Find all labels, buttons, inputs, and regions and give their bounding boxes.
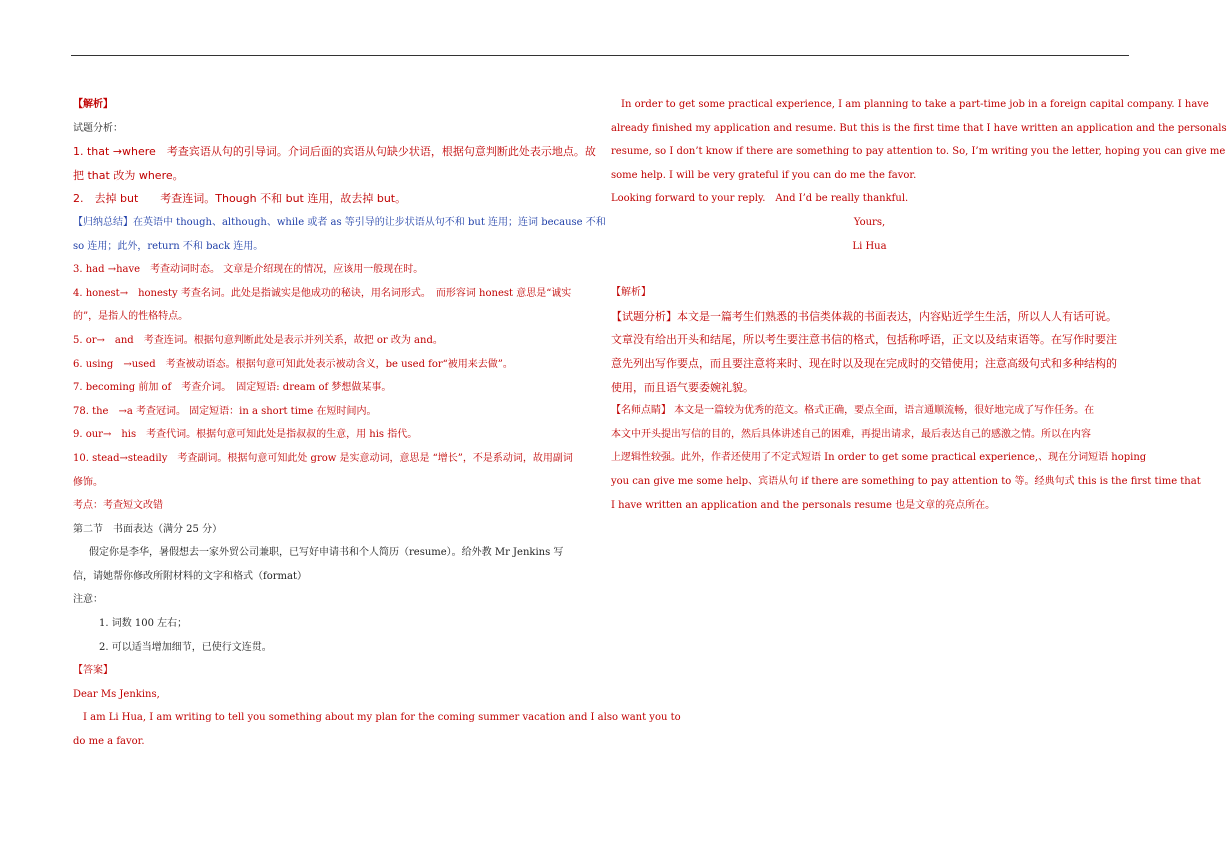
- jiexi-heading-right: 【解析】: [611, 287, 651, 299]
- item-10-line-b: 修饰。: [73, 476, 103, 488]
- analysis-line-d: 使用，而且语气要委婉礼貌。: [611, 380, 754, 394]
- item-7: 7. becoming 前加 of 考查介词。 固定短语: dream of 梦想做某事。: [73, 382, 392, 394]
- item-1-line-a: 1. that →where 考查宾语从句的引导词。介词后面的宾语从句缺少状语，根据句意判断此处表示地点。故: [73, 145, 596, 159]
- mingshi-line-a: 【名师点睛】 本文是一篇较为优秀的范文。格式正确，要点全面，语言通顺流畅，很好地完成了写作任务。在: [611, 405, 1095, 417]
- item-8: 78. the →a 考查冠词。 固定短语：in a short time 在短时间内。: [73, 405, 377, 417]
- kaodian: 考点：考查短文改错: [73, 500, 163, 512]
- left-column: [73, 93, 681, 754]
- letter-p1-line-c: resume, so I don’t know if there are something to pay attention to. So, I’m writing you the letter, hoping you can give me: [611, 146, 1226, 158]
- item-4-line-a: 4. honest→ honesty 考查名词。此处是指诚实是他成功的秘诀，用名词形式。 而形容词 honest 意思是“诚实: [73, 287, 572, 299]
- note-2: 2. 可以适当增加细节，已使行文连贯。: [99, 641, 272, 653]
- letter-p1-line-b: already finished my application and resume. But this is the first time that I have written an application and the personals: [611, 122, 1227, 134]
- letter-p1-line-d: some help. I will be very grateful if you can do me the favor.: [611, 169, 917, 181]
- item-3: 3. had →have 考查动词时态。 文章是介绍现在的情况，应该用一般现在时。: [73, 264, 424, 276]
- guina-line-b: so 连用；此外，return 不和 back 连用。: [73, 240, 264, 252]
- letter-line-b: do me a favor.: [73, 736, 145, 748]
- analysis-line-b: 文章没有给出开头和结尾，所以考生要注意书信的格式，包括称呼语，正文以及结束语等。在写作时要注: [611, 333, 1117, 347]
- prompt-line-b: 信，请她帮你修改所附材料的文字和格式（format）: [73, 570, 307, 582]
- mingshi-line-b: 本文中开头提出写信的目的，然后具体讲述自己的困难，再提出请求，最后表达自己的感激之情。所以在内容: [611, 428, 1091, 440]
- item-9: 9. our→ his 考查代词。根据句意可知此处是指叔叔的生意，用 his 指代。: [73, 429, 418, 441]
- prompt-line-a: 假定你是李华，暑假想去一家外贸公司兼职，已写好申请书和个人简历（resume）。给外教 Mr Jenkins 写: [89, 547, 564, 559]
- header-rule: [71, 55, 1129, 56]
- section-title: 第二节 书面表达（满分 25 分）: [73, 523, 223, 535]
- letter-p1-line-a: In order to get some practical experience, I am planning to take a part-time job in a foreign capital company. I have: [621, 99, 1209, 110]
- letter-line-a: I am Li Hua, I am writing to tell you something about my plan for the coming summer vacation and I also want you to: [83, 712, 681, 724]
- letter-greeting: Dear Ms Jenkins,: [73, 688, 160, 700]
- guina-line-a: 【归纳总结】在英语中 though、although、while 或者 as 等引导的让步状语从句不和 but 连用；连词 because 不和: [73, 216, 606, 228]
- item-5: 5. or→ and 考查连词。根据句意判断此处是表示并列关系，故把 or 改为 and。: [73, 334, 443, 346]
- analysis-line-a: 【试题分析】本文是一篇考生们熟悉的书信类体裁的书面表达，内容贴近学生生活，所以人人有话可说。: [611, 309, 1117, 323]
- shiti-label: 试题分析：: [73, 122, 123, 134]
- spacer: [611, 258, 1128, 281]
- item-2: 2. 去掉 but 考查连词。Though 不和 but 连用，故去掉 but。: [73, 192, 407, 206]
- mingshi-line-e: I have written an application and the personals resume 也是文章的亮点所在。: [611, 499, 996, 511]
- item-4-line-b: 的”，是指人的性格特点。: [73, 311, 189, 323]
- item-10-line-a: 10. stead→steadily 考查副词。根据句意可知此处 grow 是实意动词，意思是 “增长”，不是系动词，故用副词: [73, 452, 573, 464]
- letter-signature: Li Hua: [852, 240, 887, 252]
- daan-heading: 【答案】: [73, 665, 113, 677]
- letter-closing-line: Looking forward to your reply. And I’d be really thankful.: [611, 193, 909, 205]
- letter-yours: Yours,: [853, 216, 886, 228]
- item-1-line-b: 把 that 改为 where。: [73, 168, 184, 182]
- jiexi-heading: 【解析】: [73, 99, 113, 110]
- item-6: 6. using →used 考查被动语态。根据句意可知此处表示被动含义，be used for“被用来去做”。: [73, 358, 513, 370]
- zhuyi-label: 注意：: [73, 594, 103, 606]
- note-1: 1. 词数 100 左右；: [99, 618, 188, 630]
- mingshi-line-c: 上逻辑性较强。此外，作者还使用了不定式短语 In order to get some practical experience,、现在分词短语 hoping: [611, 452, 1147, 464]
- mingshi-line-d: you can give me some help、宾语从句 if there are something to pay attention to 等。经典句式 this is the first time that: [611, 475, 1201, 487]
- right-column: [611, 93, 1227, 517]
- analysis-line-c: 意先列出写作要点，而且要注意将来时、现在时以及现在完成时的交错使用；注意高级句式和多种结构的: [611, 356, 1117, 370]
